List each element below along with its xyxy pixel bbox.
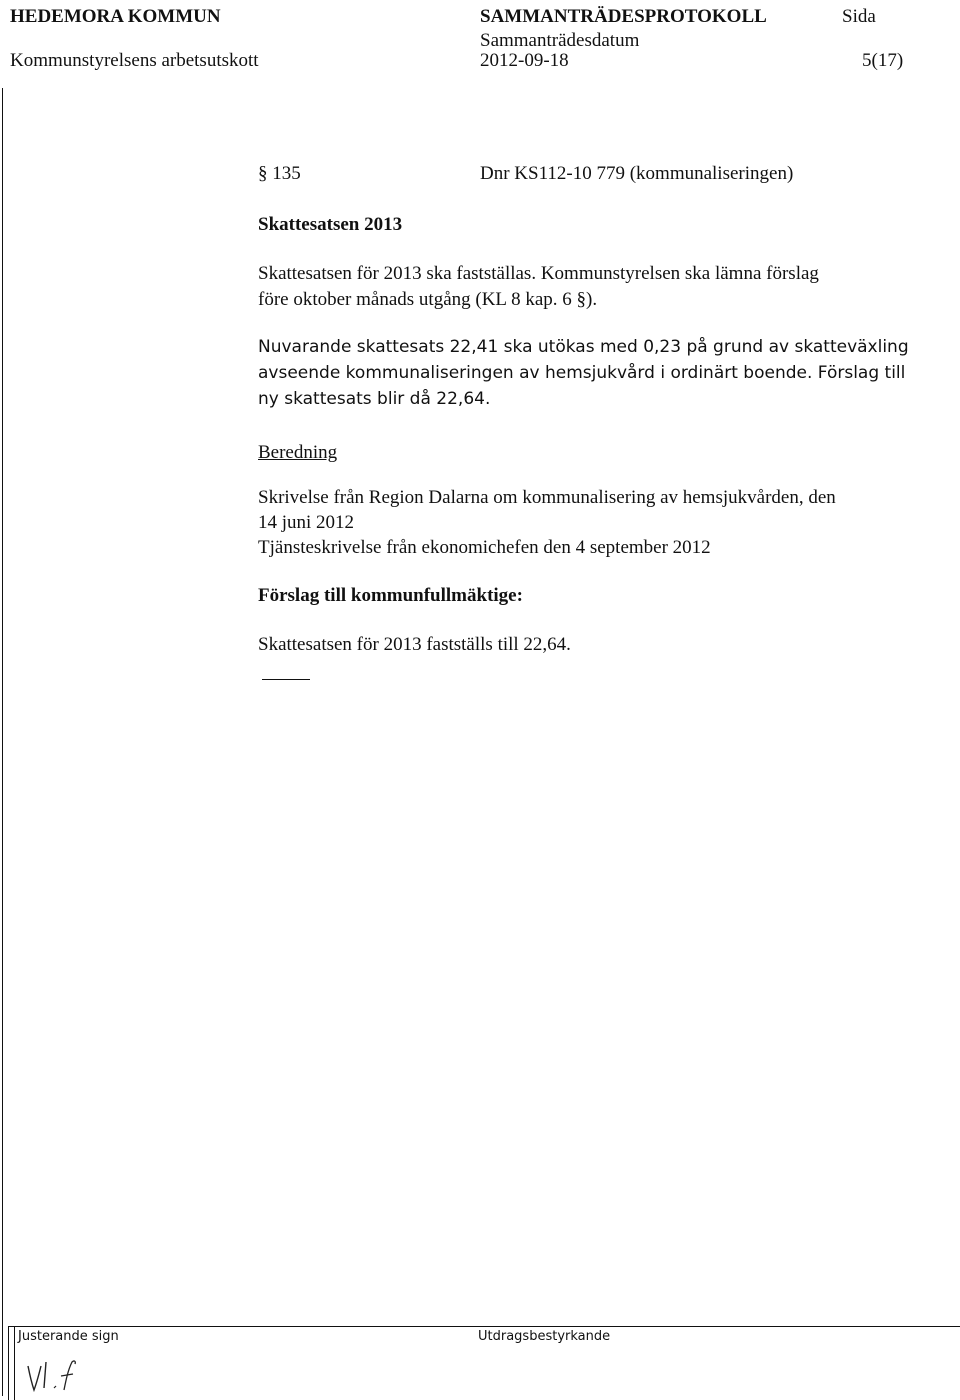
date-label: Sammanträdesdatum <box>480 30 640 51</box>
body-text-line: avseende kommunaliseringen av hemsjukvård i ordinärt boende. Förslag till <box>258 363 906 383</box>
body-text-line: ny skattesats blir då 22,64. <box>258 389 491 409</box>
meeting-date: 2012-09-18 <box>480 50 569 71</box>
proposal-heading: Förslag till kommunfullmäktige: <box>258 585 523 606</box>
committee-name: Kommunstyrelsens arbetsutskott <box>10 50 259 71</box>
paragraph-number: § 135 <box>258 163 301 184</box>
diary-number: Dnr KS112-10 779 (kommunaliseringen) <box>480 163 794 184</box>
municipality-name: HEDEMORA KOMMUN <box>10 6 221 27</box>
proposal-text: Skattesatsen för 2013 fastställs till 22,64. <box>258 634 571 655</box>
body-text-line: 14 juni 2012 <box>258 512 355 533</box>
footer-divider <box>8 1326 9 1400</box>
footer-rule <box>8 1326 960 1327</box>
document-type: SAMMANTRÄDESPROTOKOLL <box>480 6 767 27</box>
margin-rule <box>2 88 3 1396</box>
end-rule <box>262 679 310 680</box>
page-label: Sida <box>842 6 876 27</box>
justerande-label: Justerande sign <box>18 1329 119 1344</box>
page-number: 5(17) <box>862 50 904 71</box>
body-text-line: Skrivelse från Region Dalarna om kommunalisering av hemsjukvården, den <box>258 487 836 508</box>
section-title: Skattesatsen 2013 <box>258 214 403 235</box>
body-text-line: Skattesatsen för 2013 ska fastställas. Kommunstyrelsen ska lämna förslag <box>258 263 819 284</box>
beredning-heading: Beredning <box>258 442 338 463</box>
utdrag-label: Utdragsbestyrkande <box>478 1329 611 1344</box>
body-text-line: Nuvarande skattesats 22,41 ska utökas med 0,23 på grund av skatteväxling <box>258 337 909 357</box>
signature-initials <box>24 1352 84 1396</box>
footer-divider <box>14 1326 15 1400</box>
body-text-line: Tjänsteskrivelse från ekonomichefen den 4 september 2012 <box>258 537 711 558</box>
body-text-line: före oktober månads utgång (KL 8 kap. 6 §). <box>258 289 598 310</box>
